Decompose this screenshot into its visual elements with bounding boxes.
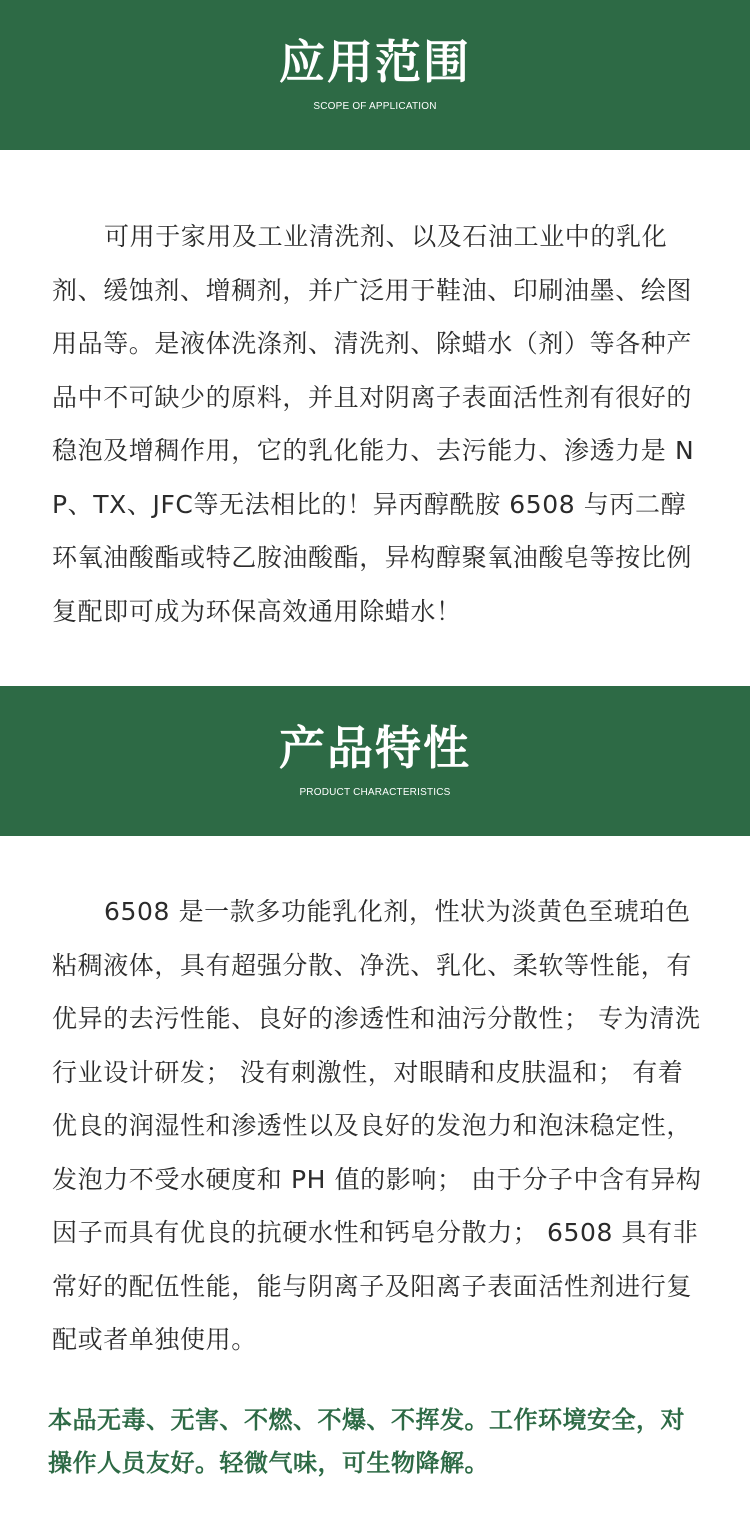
product-characteristics-content bbox=[52, 885, 704, 1367]
application-scope-title: 应用范围 bbox=[279, 35, 471, 89]
application-scope-paragraph: 可用于家用及工业清洗剂、以及石油工业中的乳化剂、缓蚀剂、增稠剂，并广泛用于鞋油、印刷油墨、绘图用品等。是液体洗涤剂、清洗剂、除蜡水（剂）等各种产品中不可缺少的原料，并且对阴离子表面活性剂有很好的稳泡及增稠作用，它的乳化能力、去污能力、渗透力是 NP、TX、JFC等无法相比的！异丙醇酰胺 6508 与丙二醇环氧油酸酯或特乙胺油酸酯，异构醇聚氧油酸皂等按比例复配即可成为环保高效通用除蜡水！ bbox=[52, 222, 695, 626]
application-scope-banner bbox=[0, 0, 750, 150]
product-characteristics-title: 产品特性 bbox=[279, 721, 471, 775]
application-scope-content bbox=[52, 210, 704, 638]
safety-highlight-text: 本品无毒、无害、不燃、不爆、不挥发。工作环境安全，对操作人员友好。轻微气味，可生物降解。 bbox=[48, 1406, 685, 1477]
application-scope-subtitle: SCOPE OF APPLICATION bbox=[313, 101, 437, 112]
product-characteristics-subtitle: PRODUCT CHARACTERISTICS bbox=[299, 787, 451, 798]
product-characteristics-banner bbox=[0, 686, 750, 836]
product-characteristics-paragraph: 6508 是一款多功能乳化剂，性状为淡黄色至琥珀色粘稠液体，具有超强分散、净洗、乳化、柔软等性能，有优异的去污性能、良好的渗透性和油污分散性； 专为清洗行业设计研发； 没有刺激性，对眼睛和皮肤温和； 有着优良的润湿性和渗透性以及良好的发泡力和泡沫稳定性，发泡力不受水硬度和 PH 值的影响； 由于分子中含有异构因子而具有优良的抗硬水性和钙皂分散力； 6508 具有非常好的配伍性能，能与阴离子及阳离子表面活性剂进行复配或者单独使用。 bbox=[52, 897, 702, 1354]
